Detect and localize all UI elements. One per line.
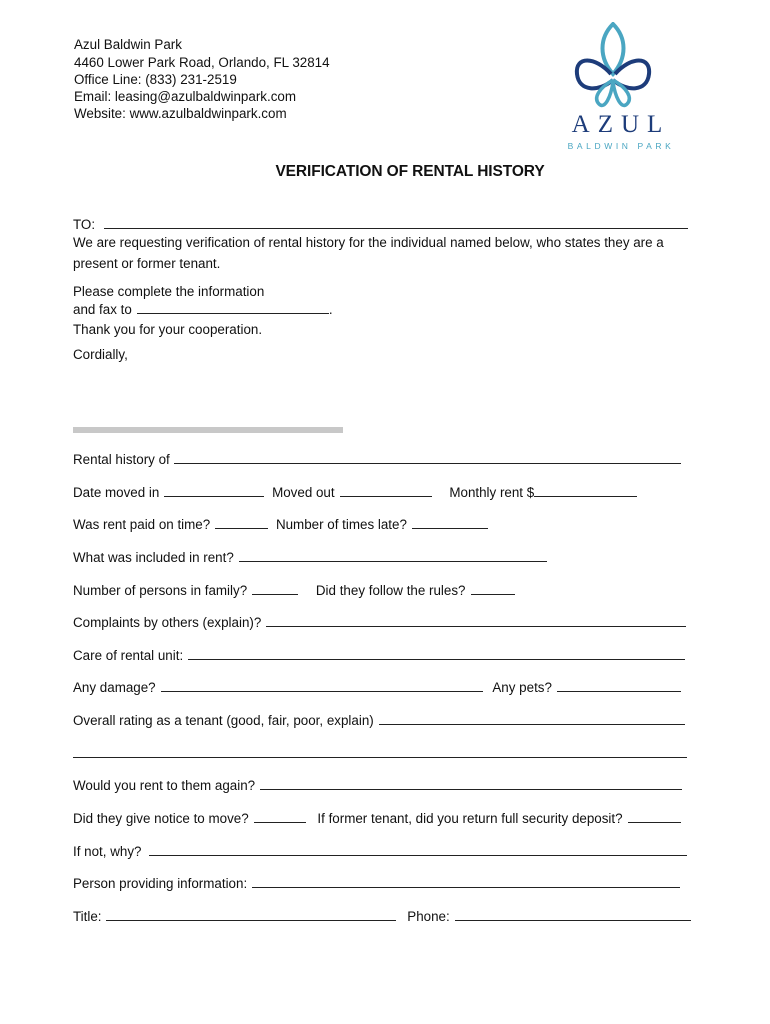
- row-care: [73, 647, 685, 664]
- deposit-field[interactable]: [628, 810, 681, 823]
- damage-field[interactable]: [161, 679, 483, 692]
- rent-again-field[interactable]: [260, 777, 682, 790]
- times-late-label: Number of times late?: [275, 517, 407, 532]
- row-why: [73, 843, 687, 860]
- rental-history-label: Rental history of: [73, 452, 170, 467]
- company-address: 4460 Lower Park Road, Orlando, FL 32814: [74, 55, 330, 70]
- thanks-line: Thank you for your cooperation.: [73, 322, 263, 337]
- rental-history-field[interactable]: [174, 451, 681, 464]
- to-field[interactable]: [104, 216, 688, 229]
- row-damage: [73, 679, 681, 696]
- company-email: Email: leasing@azulbaldwinpark.com: [74, 89, 296, 104]
- rent-paid-field[interactable]: [215, 516, 268, 529]
- fax-label: and fax to: [73, 302, 132, 317]
- why-field[interactable]: [149, 843, 687, 856]
- pets-label: Any pets?: [492, 680, 552, 695]
- title-field[interactable]: [106, 908, 396, 921]
- to-line: [73, 216, 688, 233]
- rent-again-label: Would you rent to them again?: [73, 778, 256, 793]
- company-website: Website: www.azulbaldwinpark.com: [74, 106, 287, 121]
- lotus-icon: [555, 22, 687, 152]
- row-title-phone: [73, 908, 691, 925]
- person-field[interactable]: [252, 875, 680, 888]
- deposit-label: If former tenant, did you return full security deposit?: [317, 811, 623, 826]
- complete-line-2: [73, 301, 333, 318]
- monthly-rent-label: Monthly rent $: [449, 485, 535, 500]
- row-rent-again: [73, 777, 682, 794]
- page-title: VERIFICATION OF RENTAL HISTORY: [275, 163, 545, 180]
- complaints-label: Complaints by others (explain)?: [73, 615, 262, 630]
- rent-paid-label: Was rent paid on time?: [73, 517, 211, 532]
- damage-label: Any damage?: [73, 680, 156, 695]
- row-rental-history: [73, 451, 681, 468]
- row-dates: [73, 484, 637, 501]
- persons-field[interactable]: [252, 582, 298, 595]
- fax-suffix: .: [328, 302, 333, 317]
- fax-field[interactable]: [137, 301, 329, 314]
- rules-field[interactable]: [471, 582, 515, 595]
- row-person: [73, 875, 680, 892]
- row-rent-paid: [73, 516, 488, 533]
- row-complaints: [73, 614, 686, 631]
- azul-logo: [555, 22, 687, 152]
- phone-label: Phone:: [407, 909, 450, 924]
- care-label: Care of rental unit:: [73, 648, 184, 663]
- logo-tagline: BALDWIN PARK: [567, 141, 675, 151]
- row-notice: [73, 810, 681, 827]
- title-label: Title:: [73, 909, 102, 924]
- row-rating: [73, 712, 685, 729]
- row-included: [73, 549, 547, 566]
- why-label: If not, why?: [73, 844, 142, 859]
- phone-field[interactable]: [455, 908, 691, 921]
- pets-field[interactable]: [557, 679, 681, 692]
- times-late-field[interactable]: [412, 516, 488, 529]
- closing-line: Cordially,: [73, 347, 128, 362]
- moved-in-label: Date moved in: [73, 485, 160, 500]
- care-field[interactable]: [188, 647, 685, 660]
- monthly-rent-field[interactable]: [534, 484, 637, 497]
- persons-label: Number of persons in family?: [73, 583, 248, 598]
- notice-field[interactable]: [254, 810, 306, 823]
- complete-line-1: Please complete the information: [73, 284, 265, 299]
- request-line-2: present or former tenant.: [73, 256, 221, 271]
- notice-label: Did they give notice to move?: [73, 811, 249, 826]
- row-rating-continued: [73, 745, 687, 762]
- rules-label: Did they follow the rules?: [315, 583, 466, 598]
- to-label: TO:: [73, 217, 96, 232]
- rating-field[interactable]: [379, 712, 685, 725]
- signature-bar: [73, 427, 343, 433]
- request-line-1: We are requesting verification of rental history for the individual named below, who states they are a: [73, 235, 664, 250]
- company-phone: Office Line: (833) 231-2519: [74, 72, 237, 87]
- row-family: [73, 582, 515, 599]
- moved-in-field[interactable]: [164, 484, 264, 497]
- included-field[interactable]: [239, 549, 547, 562]
- complaints-field[interactable]: [266, 614, 686, 627]
- rating-label: Overall rating as a tenant (good, fair, poor, explain): [73, 713, 374, 728]
- company-name: Azul Baldwin Park: [74, 37, 182, 52]
- moved-out-label: Moved out: [272, 485, 335, 500]
- included-label: What was included in rent?: [73, 550, 234, 565]
- person-label: Person providing information:: [73, 876, 248, 891]
- rating-field-line-2[interactable]: [73, 745, 687, 758]
- moved-out-field[interactable]: [340, 484, 432, 497]
- logo-wordmark: AZUL: [571, 111, 671, 138]
